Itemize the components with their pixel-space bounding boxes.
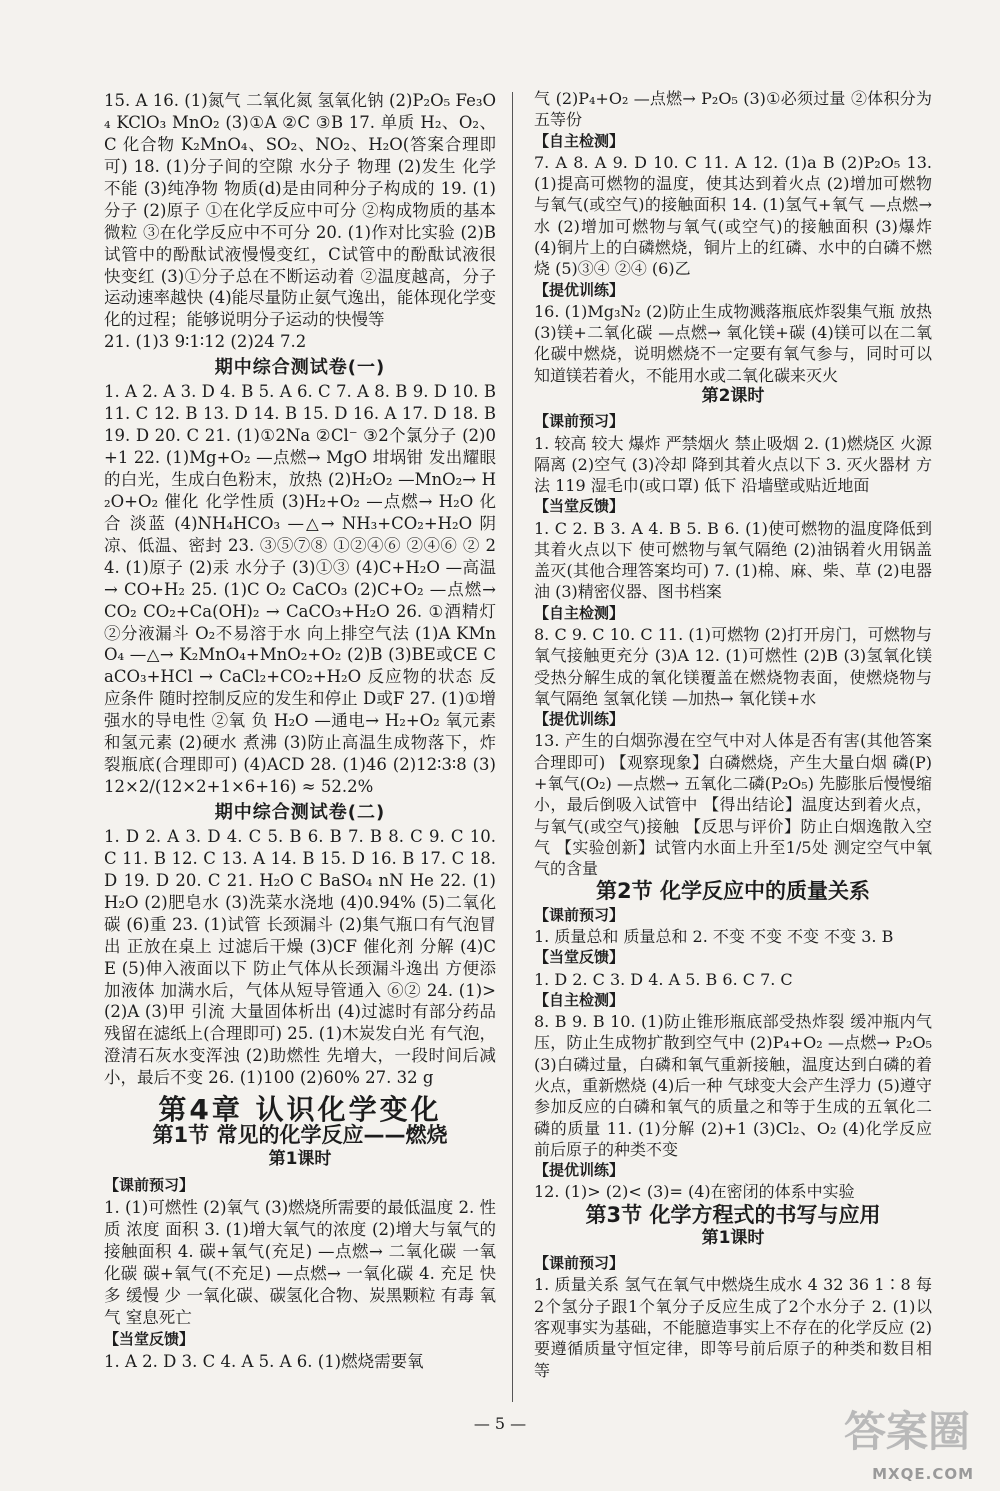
answer-paragraph: 1. C 2. B 3. A 4. B 5. B 6. (1)使可燃物的温度降低到其着火点以下 使可燃物与氧气隔绝 (2)油锅着火用锅盖盖灭(其他合理答案均可) 7. (1)棉、麻、柴、草 (2)电器 油 (3)精密仪器、图书档案	[534, 518, 932, 602]
watermark-logo: 答案圈	[843, 1407, 970, 1456]
answer-paragraph: 12. (1)> (2)< (3)= (4)在密闭的体系中实验	[534, 1182, 855, 1202]
page-number: — 5 —	[473, 1414, 527, 1433]
section-tag: 【自主检测】	[534, 131, 625, 150]
section-tag: 【当堂反馈】	[534, 948, 625, 967]
lesson-heading: 第2课时	[701, 385, 765, 406]
answer-paragraph: 21. (1)3 9∶1∶12 (2)24 7.2	[104, 332, 307, 352]
answer-paragraph: 1. 较高 较大 爆炸 严禁烟火 禁止吸烟 2. (1)燃烧区 火源隔离 (2)空气 (3)冷却 降到其着火点以下 3. 灭火器材 方法 119 湿毛巾(或口罩) 低下 沿墙壁或贴近地面	[534, 433, 932, 496]
lesson-heading: 第1课时	[268, 1149, 332, 1170]
section-tag: 【课前预习】	[534, 905, 625, 924]
watermark-url: MXQE.COM	[872, 1465, 974, 1483]
section-heading: 第2节 化学反应中的质量关系	[596, 879, 870, 904]
section-tag: 【提优训练】	[534, 280, 625, 299]
answer-paragraph: 8. B 9. B 10. (1)防止锥形瓶底部受热炸裂 缓冲瓶内气压，防止生成物扩散到空气中 (2)P₄+O₂ —点燃→ P₂O₅ (3)白磷过量，白磷和氧气重新接触，温度达到白磷的着火点，重新燃烧 (4)后一种 气球变大会产生浮力 (5)遵守 参加反应的白磷和氧气的质量之和等于生成的五氧化二磷的质量 11. (1)分解 (2)+1 (3)Cl₂、O₂ (4)化学反应前后原子的种类不变	[534, 1012, 932, 1159]
section-tag: 【自主检测】	[534, 990, 625, 1009]
right-column	[534, 88, 932, 1381]
answer-paragraph: 13. 产生的白烟弥漫在空气中对人体是否有害(其他答案合理即可) 【观察现象】白磷燃烧，产生大量白烟 磷(P)+氧气(O₂) —点燃→ 五氧化二磷(P₂O₅) 先膨胀后慢慢缩小，最后倒吸入试管中 【得出结论】温度达到着火点，与氧气(或空气)接触 【反思与评价】防止白烟逸散入空气 【实验创新】试管内水面上升至1/5处 测定空气中氧气的含量	[534, 731, 932, 879]
column-divider	[512, 92, 513, 1402]
answer-paragraph: 1. A 2. A 3. D 4. B 5. A 6. C 7. A 8. B 9. D 10. B 11. C 12. B 13. D 14. B 15. D 16. A 17. D 18. B 19. D 20. C 21. (1)①2Na ②Cl⁻ ③2个氯分子 (2)0 +1 22. (1)Mg+O₂ —点燃→ MgO 坩埚钳 发出耀眼的白光，生成白色粉末，放热 (2)H₂O₂ —MnO₂→ H₂O+O₂ 催化 化学性质 (3)H₂+O₂ —点燃→ H₂O 化合 淡蓝 (4)NH₄HCO₃ —△→ NH₃+CO₂+H₂O 阴凉、低温、密封 23. ③⑤⑦⑧ ①②④⑥ ②④⑥ ② 24. (1)原子 (2)汞 水分子 (3)①③ (4)C+H₂O —高温→ CO+H₂ 25. (1)C O₂ CaCO₃ (2)C+O₂ —点燃→ CO₂ CO₂+Ca(OH)₂ → CaCO₃+H₂O 26. ①酒精灯 ②分液漏斗 O₂不易溶于水 向上排空气法 (1)A KMnO₄ —△→ K₂MnO₄+MnO₂+O₂ (2)B (3)BE或CE CaCO₃+HCl → CaCl₂+CO₂+H₂O 反应物的状态 反应条件 随时控制反应的发生和停止 D或F 27. (1)①增强水的导电性 ②氧 负 H₂O —通电→ H₂+O₂ 氧元素和氢元素 (2)硬水 煮沸 (3)防止高温生成物落下，炸裂瓶底(合理即可) (4)ACD 28. (1)46 (2)12∶3∶8 (3) 12×2/(12×2+1×6+16) ≈ 52.2%	[104, 382, 496, 797]
answer-paragraph: 1. D 2. A 3. D 4. C 5. B 6. B 7. B 8. C 9. C 10. C 11. B 12. C 13. A 14. B 15. D 16. B 17. C 18. D 19. D 20. C 21. H₂O C BaSO₄ nN He 22. (1)H₂O (2)肥皂水 (3)洗菜水浇地 (4)0.94% (5)二氧化碳 (6)重 23. (1)试管 长颈漏斗 (2)集气瓶口有气泡冒出 正放在桌上 过滤后干燥 (3)CF 催化剂 分解 (4)C E (5)伸入液面以下 防止气体从长颈漏斗逸出 方便添加液体 加满水后，气体从短导管通入 ⑥② 24. (1)> (2)A (3)甲 引流 大量固体析出 (4)过滤时有部分药品残留在滤纸上(合理即可) 25. (1)木炭发白光 有气泡，澄清石灰水变浑浊 (2)助燃性 先增大，一段时间后减小，最后不变 26. (1)100 (2)60% 27. 32 g	[104, 826, 496, 1088]
answer-paragraph: 1. A 2. D 3. C 4. A 5. A 6. (1)燃烧需要氧	[104, 1351, 424, 1371]
left-column	[104, 90, 496, 1372]
section-tag: 【课前预习】	[534, 1254, 625, 1273]
test-heading: 期中综合测试卷(二)	[214, 802, 386, 823]
answer-paragraph: 7. A 8. A 9. D 10. C 11. A 12. (1)a B (2)P₂O₅ 13. (1)提高可燃物的温度，使其达到着火点 (2)增加可燃物与氧气(或空气)的接触面积 14. (1)氢气+氧气 —点燃→ 水 (2)增加可燃物与氧气(或空气)的接触面积 (3)爆炸 (4)铜片上的白磷燃烧，铜片上的红磷、水中的白磷不燃烧 (5)③④ ②④ (6)乙	[534, 152, 932, 279]
section-tag: 【课前预习】	[104, 1176, 195, 1194]
answer-paragraph: 16. (1)Mg₃N₂ (2)防止生成物溅落瓶底炸裂集气瓶 放热 (3)镁+二氧化碳 —点燃→ 氧化镁+碳 (4)镁可以在二氧化碳中燃烧，说明燃烧不一定要有氧气参与，同时可以知道镁若着火，不能用水或二氧化碳来灭火	[534, 301, 932, 385]
section-tag: 【当堂反馈】	[534, 497, 625, 516]
section-tag: 【提优训练】	[534, 1161, 625, 1180]
section-tag: 【自主检测】	[534, 603, 625, 622]
answer-paragraph: 1. D 2. C 3. D 4. A 5. B 6. C 7. C	[534, 969, 793, 989]
section-heading: 第1节 常见的化学反应——燃烧	[152, 1123, 448, 1148]
section-tag: 【课前预习】	[534, 412, 625, 431]
section-heading: 第3节 化学方程式的书写与应用	[585, 1202, 881, 1227]
answer-paragraph: 气 (2)P₄+O₂ —点燃→ P₂O₅ (3)①必须过量 ②体积分为五等份	[534, 89, 932, 130]
test-heading: 期中综合测试卷(一)	[214, 357, 386, 379]
lesson-heading: 第1课时	[701, 1227, 765, 1248]
chapter-heading: 第4章 认识化学变化	[158, 1093, 442, 1127]
answer-paragraph: 1. 质量总和 质量总和 2. 不变 不变 不变 不变 3. B	[534, 926, 894, 946]
section-tag: 【当堂反馈】	[104, 1329, 195, 1348]
answer-paragraph: 8. C 9. C 10. C 11. (1)可燃物 (2)打开房门，可燃物与氧气接触更充分 (3)A 12. (1)可燃性 (2)B (3)氢氧化镁受热分解生成的氧化镁覆盖在燃烧物表面，使燃烧物与氧气隔绝 氢氧化镁 —加热→ 氧化镁+水	[534, 625, 932, 708]
section-tag: 【提优训练】	[534, 710, 625, 729]
answer-paragraph: 15. A 16. (1)氮气 二氧化氮 氢氧化钠 (2)P₂O₅ Fe₃O₄ KClO₃ MnO₂ (3)①A ②C ③B 17. 单质 H₂、O₂、C 化合物 K₂MnO₄、SO₂、NO₂、H₂O(答案合理即可) 18. (1)分子间的空隙 水分子 物理 (2)发生 化学 不能 (3)纯净物 物质(d)是由同种分子构成的 19. (1)分子 (2)原子 ①在化学反应中可分 ②构成物质的基本微粒 ③在化学反应中不可分 20. (1)作对比实验 (2)B试管中的酚酞试液慢慢变红，C试管中的酚酞试液很快变红 (3)①分子总在不断运动着 ②温度越高，分子运动速率越快 (4)能尽量防止氨气逸出，能体现化学变化的过程；能够说明分子运动的快慢等	[104, 91, 496, 330]
answer-paragraph: 1. 质量关系 氢气在氧气中燃烧生成水 4 32 36 1∶8 每2个氢分子跟1个氧分子反应生成了2个水分子 2. (1)以客观事实为基础，不能臆造事实上不存在的化学反应 (2)要遵循质量守恒定律，即等号前后原子的种类和数目相等	[534, 1275, 932, 1380]
answer-paragraph: 1. (1)可燃性 (2)氧气 (3)燃烧所需要的最低温度 2. 性质 浓度 面积 3. (1)增大氧气的浓度 (2)增大与氧气的接触面积 4. 碳+氧气(充足) —点燃→ 二氧化碳 一氧化碳 碳+氧气(不充足) —点燃→ 一氧化碳 4. 充足 快 多 缓慢 少 一氧化碳、碳氢化合物、炭黑颗粒 有毒 氧气 窒息死亡	[104, 1197, 496, 1327]
